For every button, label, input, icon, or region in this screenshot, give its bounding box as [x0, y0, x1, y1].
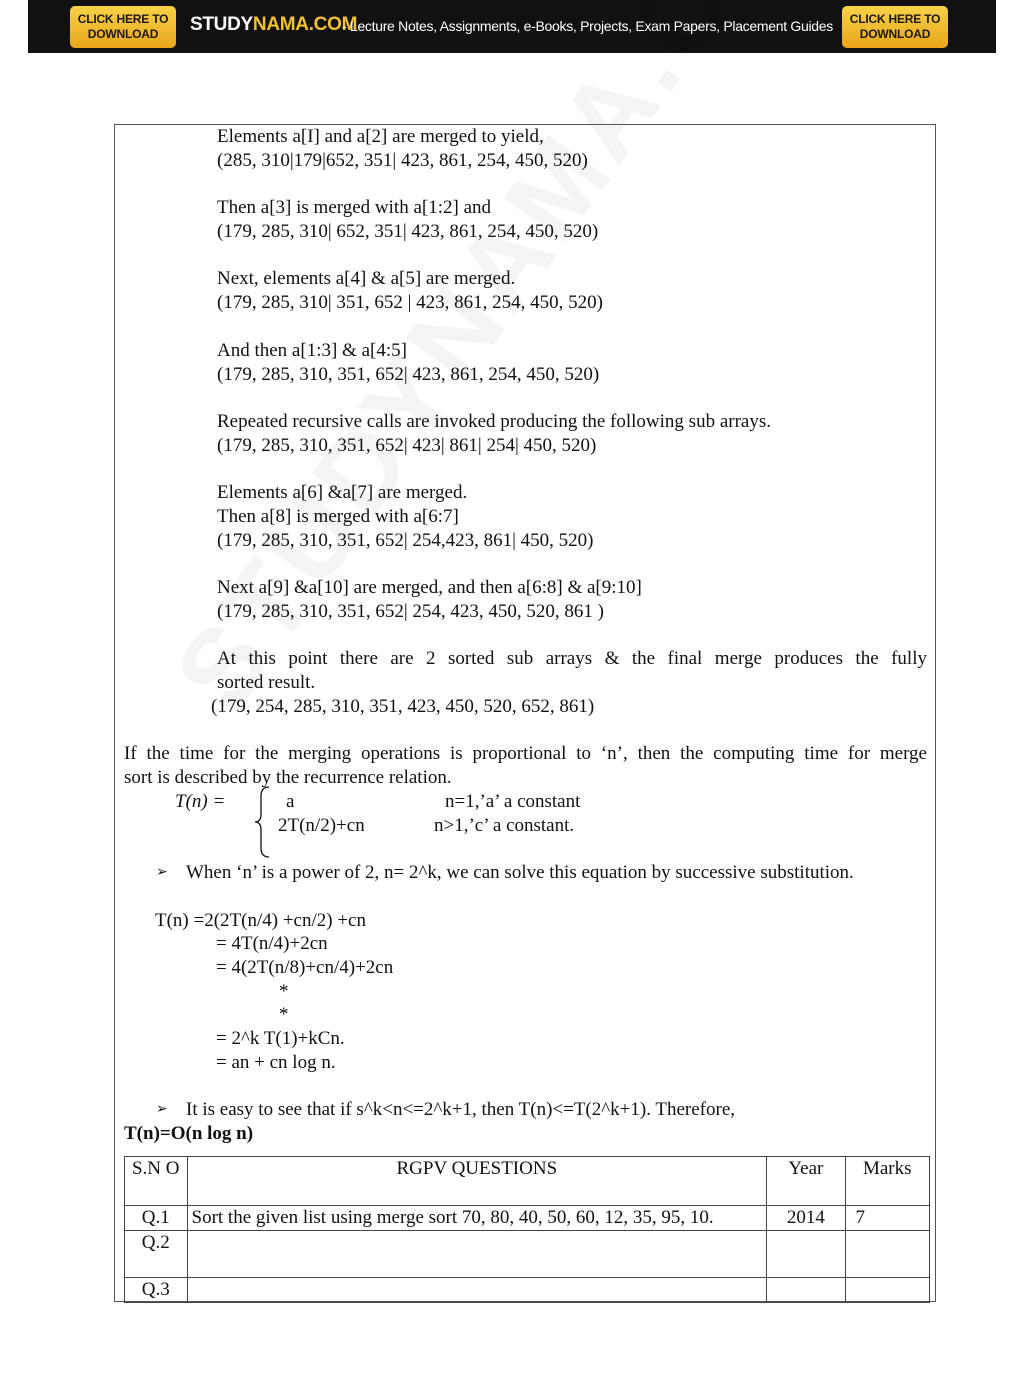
- merge-step-text: Repeated recursive calls are invoked producing the following sub arrays.: [217, 411, 771, 432]
- download-button-left-line1: CLICK HERE TO: [77, 12, 169, 26]
- merge-step-text: Then a[8] is merged with a[6:7]: [217, 506, 459, 527]
- derivation-line: = 4T(n/4)+2cn: [216, 933, 328, 954]
- left-brace-icon: [254, 786, 272, 858]
- table-row: [125, 1278, 930, 1303]
- complexity-conclusion: T(n)=O(n log n): [124, 1123, 254, 1144]
- cell-marks: 7: [845, 1206, 929, 1231]
- download-button-right-line2: DOWNLOAD: [859, 27, 931, 41]
- final-merge-paragraph-line2: sorted result.: [217, 672, 316, 693]
- merge-step-array: (179, 285, 310, 351, 652| 423| 861| 254| 450, 520): [217, 435, 597, 456]
- final-sorted-array: (179, 254, 285, 310, 351, 423, 450, 520, 652, 861): [211, 696, 595, 717]
- merge-step-text: Next, elements a[4] & a[5] are merged.: [217, 268, 516, 289]
- cell-question: Sort the given list using merge sort 70, 80, 40, 50, 60, 12, 35, 95, 10.: [187, 1206, 767, 1231]
- derivation-line: = an + cn log n.: [216, 1052, 336, 1073]
- merge-step-text: Elements a[6] &a[7] are merged.: [217, 482, 468, 503]
- cell-question: [187, 1278, 767, 1303]
- cell-year: 2014: [767, 1206, 845, 1231]
- download-button-left[interactable]: [70, 6, 176, 48]
- arrow-bullet-icon: ➢: [156, 865, 168, 880]
- recurrence-case1-expr: a: [286, 791, 295, 812]
- brand-part2: NAMA.COM: [252, 14, 358, 35]
- cell-sno: Q.3: [125, 1278, 188, 1303]
- download-button-left-line2: DOWNLOAD: [87, 27, 159, 41]
- recurrence-case2-expr: 2T(n/2)+cn: [278, 815, 365, 836]
- cell-sno: Q.2: [125, 1231, 188, 1278]
- header-sno: S.N O: [125, 1157, 188, 1206]
- merge-step-array: (179, 285, 310| 652, 351| 423, 861, 254, 450, 520): [217, 221, 599, 242]
- header-year: Year: [767, 1157, 845, 1206]
- cell-marks: [845, 1278, 929, 1303]
- brand-logo[interactable]: [190, 14, 357, 36]
- derivation-ellipsis: *: [279, 981, 289, 1002]
- cell-marks: [845, 1231, 929, 1278]
- merge-step-text: Then a[3] is merged with a[1:2] and: [217, 197, 492, 218]
- recurrence-lhs: T(n) =: [175, 791, 226, 812]
- derivation-line: = 4(2T(n/8)+cn/4)+2cn: [216, 957, 394, 978]
- merge-step-text: And then a[1:3] & a[4:5]: [217, 340, 407, 361]
- table-row: [125, 1231, 930, 1278]
- bullet-text: It is easy to see that if s^k<n<=2^k+1, then T(n)<=T(2^k+1). Therefore,: [186, 1099, 736, 1120]
- cell-sno: Q.1: [125, 1206, 188, 1231]
- cell-year: [767, 1278, 845, 1303]
- header-marks: Marks: [845, 1157, 929, 1206]
- arrow-bullet-icon: ➢: [156, 1102, 168, 1117]
- recurrence-intro-line1: If the time for the merging operations is proportional to ‘n’, then the computing time for merge: [124, 743, 927, 764]
- brand-part1: STUDY: [190, 14, 253, 35]
- merge-step-array: (179, 285, 310, 351, 652| 254, 423, 450, 520, 861 ): [217, 601, 604, 622]
- bullet-text: When ‘n’ is a power of 2, n= 2^k, we can solve this equation by successive substitution.: [186, 862, 854, 883]
- merge-step-array: (179, 285, 310, 351, 652| 254,423, 861| 450, 520): [217, 530, 594, 551]
- recurrence-case2-cond: n>1,’c’ a constant.: [434, 815, 575, 836]
- final-merge-paragraph-line1: At this point there are 2 sorted sub arrays & the final merge produces the fully: [217, 648, 927, 669]
- banner-tagline: - Lecture Notes, Assignments, e-Books, Projects, Exam Papers, Placement Guides: [342, 18, 833, 34]
- derivation-line: T(n) =2(2T(n/4) +cn/2) +cn: [155, 910, 366, 931]
- top-banner: [28, 0, 996, 53]
- cell-year: [767, 1231, 845, 1278]
- merge-step-array: (179, 285, 310| 351, 652 | 423, 861, 254, 450, 520): [217, 292, 604, 313]
- derivation-ellipsis: *: [279, 1004, 289, 1025]
- recurrence-intro-line2: sort is described by the recurrence relation.: [124, 767, 452, 788]
- derivation-line: = 2^k T(1)+kCn.: [216, 1028, 345, 1049]
- table-header-row: [125, 1157, 930, 1206]
- table-row: [125, 1206, 930, 1231]
- download-button-right[interactable]: [842, 6, 948, 48]
- merge-step-text: Next a[9] &a[10] are merged, and then a[6:8] & a[9:10]: [217, 577, 642, 598]
- merge-step-array: (179, 285, 310, 351, 652| 423, 861, 254, 450, 520): [217, 364, 600, 385]
- header-questions: RGPV QUESTIONS: [187, 1157, 767, 1206]
- merge-step-text: Elements a[I] and a[2] are merged to yield,: [217, 126, 544, 147]
- recurrence-case1-cond: n=1,’a’ a constant: [445, 791, 581, 812]
- download-button-right-line1: CLICK HERE TO: [849, 12, 941, 26]
- merge-step-array: (285, 310|179|652, 351| 423, 861, 254, 450, 520): [217, 150, 588, 171]
- rgpv-questions-table: [124, 1156, 930, 1303]
- cell-question: [187, 1231, 767, 1278]
